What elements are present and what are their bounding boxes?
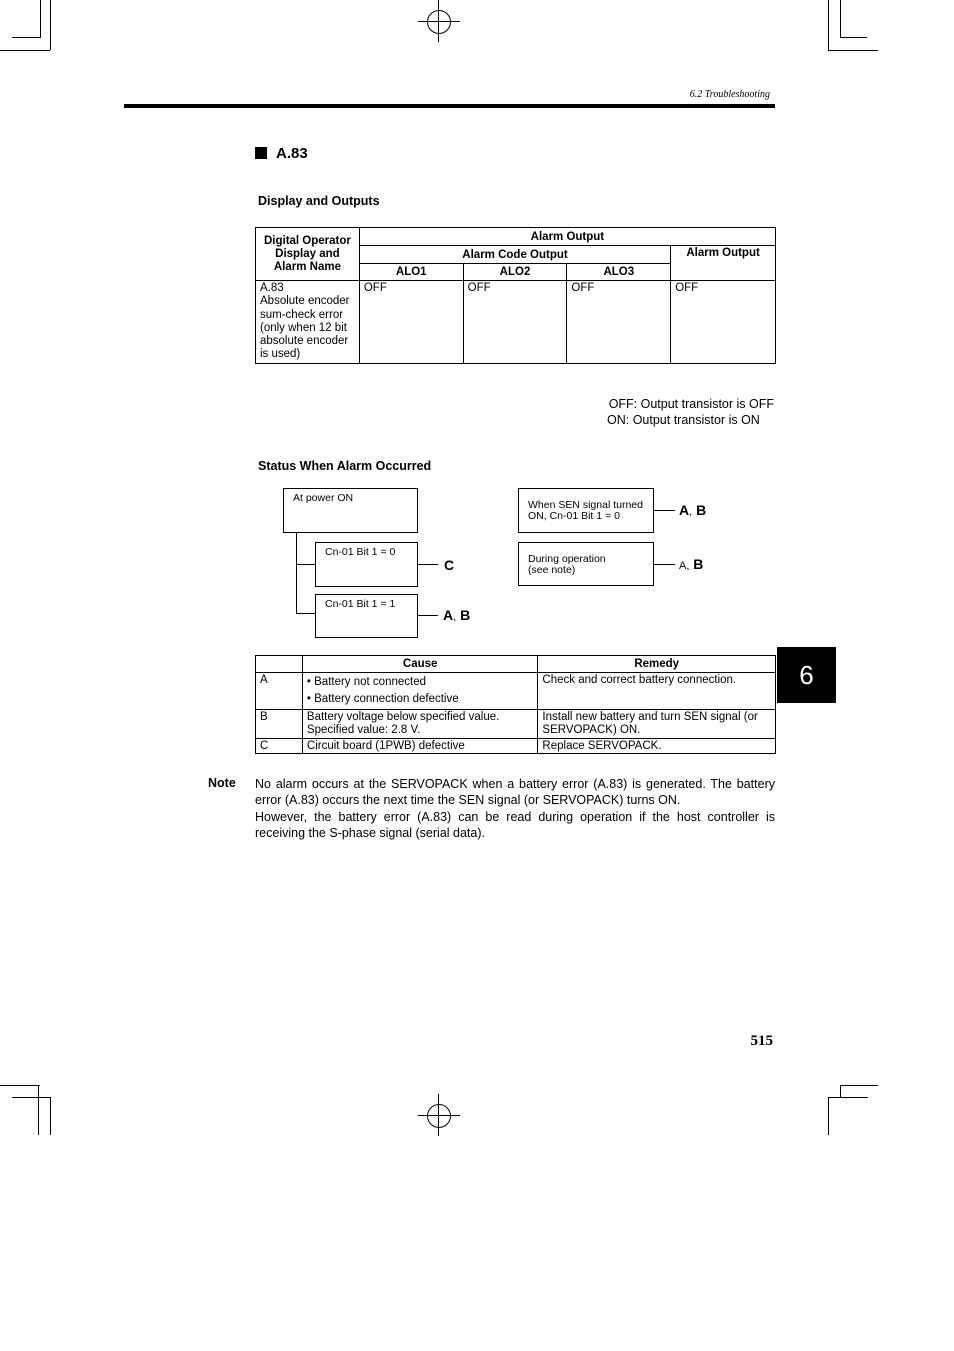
leader-ab-3 <box>654 564 675 565</box>
table-row <box>256 739 776 754</box>
leader-c <box>418 564 438 565</box>
legend-off: OFF: Output transistor is OFF <box>608 397 774 411</box>
display-outputs-table <box>255 227 776 364</box>
label-a-b-3: A, B <box>679 556 704 572</box>
square-bullet-icon <box>255 147 267 159</box>
display-outputs-heading: Display and Outputs <box>258 194 380 208</box>
col-header-alarm-output: Alarm Output <box>359 228 775 246</box>
running-header: 6.2 Troubleshooting <box>689 89 770 100</box>
chapter-tab: 6 <box>777 647 836 703</box>
section-title: A.83 <box>255 145 308 162</box>
label-c: C <box>444 557 455 573</box>
box-bit1-0: Cn-01 Bit 1 = 0 <box>315 542 418 587</box>
cause-remedy-table <box>255 655 776 754</box>
status-heading: Status When Alarm Occurred <box>258 459 432 473</box>
connector-bit0 <box>296 564 316 565</box>
alo1-value: OFF <box>359 281 463 364</box>
remedy-cell: Replace SERVOPACK. <box>538 739 776 754</box>
legend-on: ON: Output transistor is ON <box>607 413 760 427</box>
col-header-id <box>256 656 303 673</box>
col-header-remedy: Remedy <box>538 656 776 673</box>
leader-ab-1 <box>418 615 438 616</box>
alarm-name-cell: A.83 Absolute encoder sum-check error (only when 12 bit absolute encoder is used) <box>256 281 360 364</box>
row-id: A <box>256 673 303 710</box>
row-id: B <box>256 710 303 739</box>
col-header-alo2: ALO2 <box>463 264 567 281</box>
box-bit1-1: Cn-01 Bit 1 = 1 <box>315 594 418 638</box>
col-header-cause: Cause <box>302 656 538 673</box>
table-row <box>256 281 776 364</box>
leader-ab-2 <box>654 510 675 511</box>
cause-cell: • Battery not connected • Battery connection defective <box>302 673 538 710</box>
col-header-alarm-output-2: Alarm Output <box>671 246 776 281</box>
connector-bit1 <box>296 613 316 614</box>
cause-cell: Circuit board (1PWB) defective <box>302 739 538 754</box>
output-legend <box>560 396 774 428</box>
box-sen-on: When SEN signal turned ON, Cn-01 Bit 1 = 0 <box>518 488 654 533</box>
note-label: Note <box>208 776 236 790</box>
page-number: 515 <box>750 1033 773 1049</box>
col-header-alo1: ALO1 <box>359 264 463 281</box>
row-id: C <box>256 739 303 754</box>
col-header-alarm-code-output: Alarm Code Output <box>359 246 670 264</box>
col-header-alo3: ALO3 <box>567 264 671 281</box>
note-body: No alarm occurs at the SERVOPACK when a battery error (A.83) is generated. The battery error (A.83) occurs the next time the SEN signal (or SERVOPACK) turns ON. However, the battery error (A.83) can be read during operation if the host controller is receiving the S-phase signal (serial data). <box>255 777 775 840</box>
alo3-value: OFF <box>567 281 671 364</box>
table-row <box>256 710 776 739</box>
alo2-value: OFF <box>463 281 567 364</box>
col-header-digital-operator: Digital Operator Display and Alarm Name <box>256 228 360 281</box>
label-a-b-1: A, B <box>443 607 471 623</box>
cause-cell: Battery voltage below specified value. Specified value: 2.8 V. <box>302 710 538 739</box>
box-during-operation: During operation (see note) <box>518 542 654 586</box>
table-row <box>256 673 776 710</box>
header-rule <box>124 104 775 108</box>
alarm-output-value: OFF <box>671 281 776 364</box>
box-at-power-on: At power ON <box>283 488 418 533</box>
remedy-cell: Install new battery and turn SEN signal (or SERVOPACK) ON. <box>538 710 776 739</box>
connector-vertical <box>296 532 297 614</box>
remedy-cell: Check and correct battery connection. <box>538 673 776 710</box>
label-a-b-2: A, B <box>679 502 707 518</box>
